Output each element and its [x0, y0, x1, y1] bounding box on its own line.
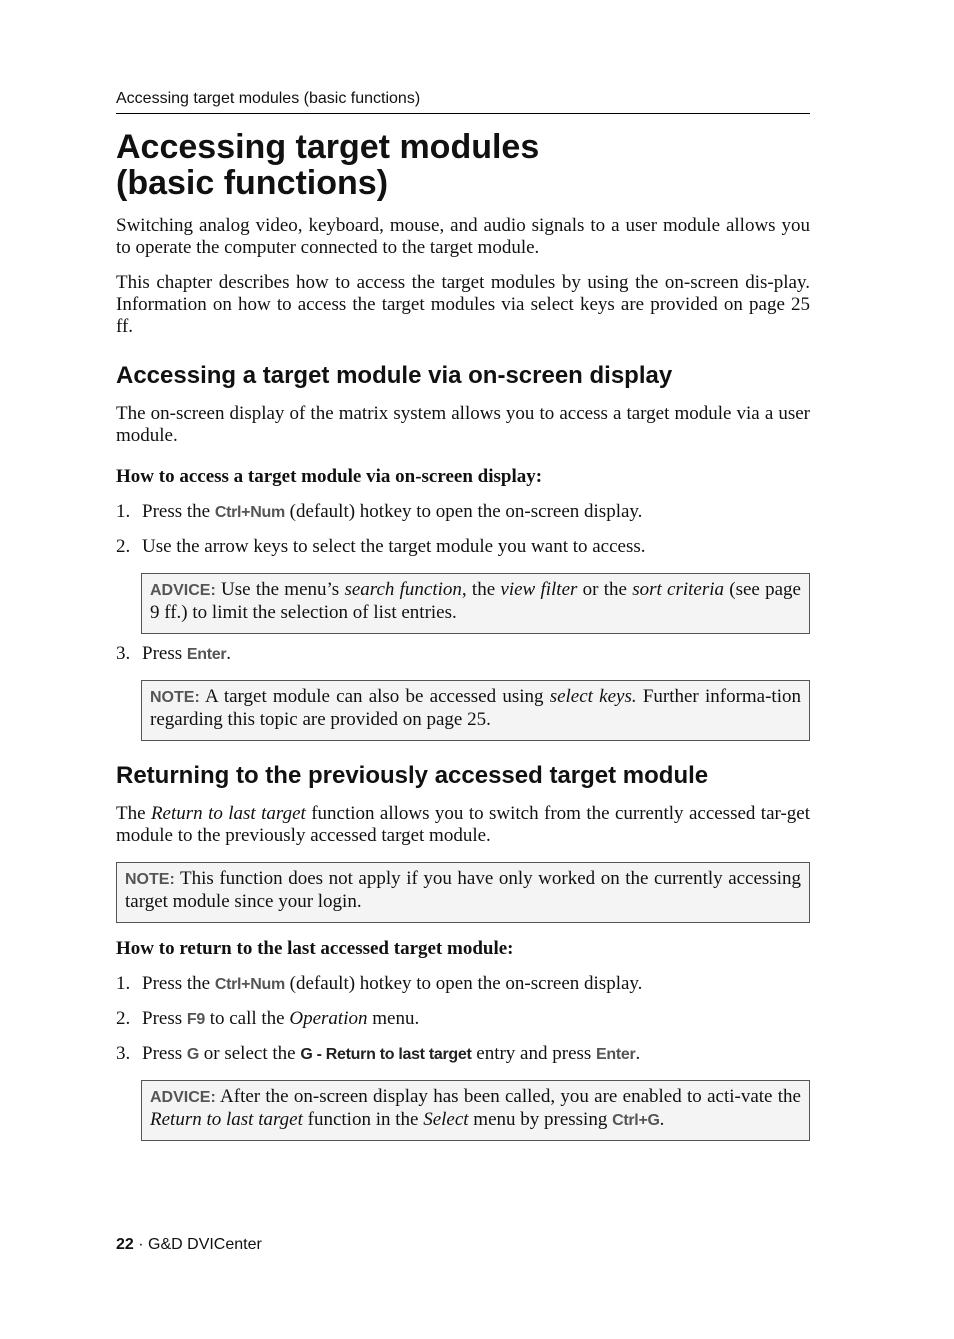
page-title-line2: (basic functions) [116, 164, 389, 202]
hotkey-label: Ctrl+G [612, 1112, 660, 1129]
section1-step-1: 1. Press the Ctrl+Num (default) hotkey to open the on-screen display. [116, 501, 643, 522]
section1-howto: How to access a target module via on-screen display: [116, 466, 543, 487]
note-box-2: NOTE: This function does not apply if you have only worked on the currently accessing target module since your login. [116, 862, 810, 923]
section1-step-3: 3. Press Enter. [116, 643, 232, 664]
note-box-1: NOTE: A target module can also be accessed using select keys. Further informa-tion regarding this topic are provided on page 25. [141, 680, 810, 741]
section2-step-3: 3. Press G or select the G - Return to last target entry and press Enter. [116, 1043, 641, 1064]
section2-step-2: 2. Press F9 to call the Operation menu. [116, 1008, 420, 1029]
section2-heading: Returning to the previously accessed target module [116, 762, 709, 789]
hotkey-label: Ctrl+Num [214, 504, 285, 521]
section1-step-2: 2. Use the arrow keys to select the target module you want to access. [116, 536, 646, 557]
page-title-line1: Accessing target modules [116, 128, 540, 166]
advice-box-1: ADVICE: Use the menu’s search function, the view filter or the sort criteria (see page 9 ff.) to limit the selection of list entries. [141, 573, 810, 634]
intro-paragraph-1: Switching analog video, keyboard, mouse, and audio signals to a user module allows you to operate the computer connected to the target module. [116, 215, 810, 258]
key-label: F9 [186, 1011, 205, 1028]
product-name: G&D DVICenter [148, 1236, 262, 1253]
menu-entry-label: G - Return to last target [300, 1046, 472, 1063]
page-title [116, 129, 539, 201]
section2-step-1: 1. Press the Ctrl+Num (default) hotkey to open the on-screen display. [116, 973, 643, 994]
intro-paragraph-2: This chapter describes how to access the target modules by using the on-screen dis-play. Information on how to access the target modules via select keys are provided on page 25 ff. [116, 272, 810, 337]
section2-howto: How to return to the last accessed target module: [116, 938, 514, 959]
page-number: 22 [116, 1236, 134, 1253]
section1-paragraph: The on-screen display of the matrix system allows you to access a target module via a user module. [116, 403, 810, 446]
key-label: Enter [596, 1046, 636, 1063]
key-label: G [186, 1046, 200, 1063]
key-label: Enter [186, 646, 227, 663]
section1-heading: Accessing a target module via on-screen display [116, 362, 673, 389]
section2-paragraph: The Return to last target function allows you to switch from the currently accessed tar-get module to the previously accessed target module. [116, 803, 811, 846]
advice-box-2: ADVICE: After the on-screen display has been called, you are enabled to acti-vate the Return to last target function in the Select menu by pressing Ctrl+G. [141, 1080, 810, 1141]
running-header: Accessing target modules (basic functions) [116, 90, 810, 114]
hotkey-label: Ctrl+Num [214, 976, 285, 993]
page-footer: 22 · G&D DVICenter [116, 1236, 262, 1253]
